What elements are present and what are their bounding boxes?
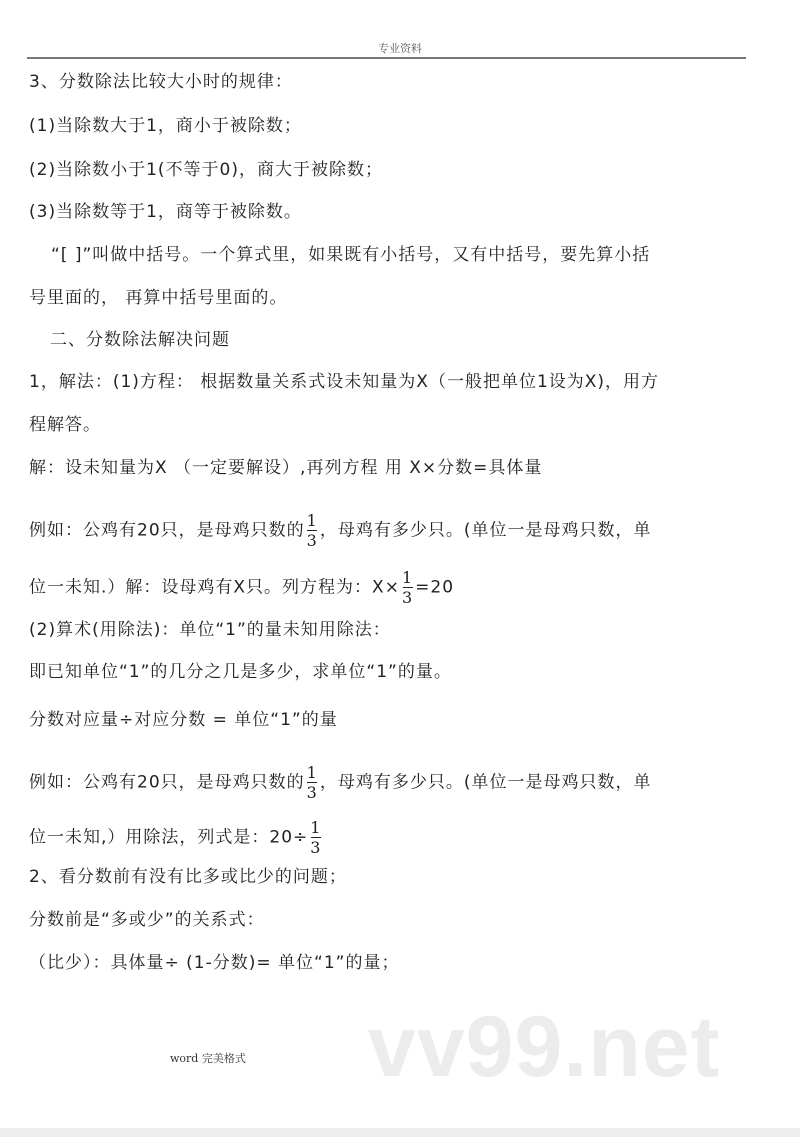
numerator: 1 bbox=[306, 511, 318, 530]
example-1-cont-text: 位一未知.）解：设母鸡有X只。列方程为：X× bbox=[29, 577, 400, 598]
heading-rule-3: 3、分数除法比较大小时的规律： bbox=[29, 72, 293, 92]
method-equation-cont: 程解答。 bbox=[29, 415, 101, 435]
method-arithmetic: (2)算术(用除法)：单位“1”的量未知用除法： bbox=[29, 620, 391, 640]
denominator: 3 bbox=[306, 783, 318, 802]
example-1-cont bbox=[29, 569, 454, 606]
example-2-cont bbox=[29, 819, 323, 856]
denominator: 3 bbox=[310, 838, 322, 857]
numerator: 1 bbox=[306, 763, 318, 782]
heading-rule-2: 2、看分数前有没有比多或比少的问题； bbox=[29, 867, 347, 887]
header-rule bbox=[27, 57, 746, 59]
fraction-one-third bbox=[307, 764, 318, 801]
page-header: 专业资料 bbox=[378, 42, 422, 55]
paragraph-brackets: “[ ]”叫做中括号。一个算式里，如果既有小括号，又有中括号，要先算小括 bbox=[51, 245, 651, 265]
numerator: 1 bbox=[401, 568, 414, 587]
watermark: vv99.net bbox=[368, 999, 721, 1095]
formula: 分数对应量÷对应分数 = 单位“1”的量 bbox=[29, 710, 338, 730]
fraction-one-third bbox=[310, 819, 321, 856]
example-2 bbox=[29, 764, 651, 801]
paragraph-brackets-cont: 号里面的， 再算中括号里面的。 bbox=[29, 288, 288, 308]
equation-result: =20 bbox=[415, 577, 455, 598]
fraction-one-third bbox=[307, 512, 318, 549]
example-1-text-b: ，母鸡有多少只。(单位一是母鸡只数，单 bbox=[319, 520, 652, 541]
method-arithmetic-desc: 即已知单位“1”的几分之几是多少，求单位“1”的量。 bbox=[29, 662, 452, 682]
rule-item-1: (1)当除数大于1，商小于被除数； bbox=[29, 116, 302, 136]
solution-steps: 解：设未知量为X （一定要解设）,再列方程 用 X×分数=具体量 bbox=[29, 458, 543, 478]
rule-item-2: (2)当除数小于1(不等于0)，商大于被除数； bbox=[29, 160, 383, 180]
example-2-text-b: ，母鸡有多少只。(单位一是母鸡只数，单 bbox=[319, 772, 652, 793]
fraction-one-third bbox=[402, 569, 413, 606]
denominator: 3 bbox=[401, 588, 414, 607]
rule-item-3: (3)当除数等于1，商等于被除数。 bbox=[29, 202, 302, 222]
relation-less: （比少）：具体量÷ (1-分数)= 单位“1”的量； bbox=[29, 953, 400, 973]
example-1-text-a: 例如：公鸡有20只，是母鸡只数的 bbox=[29, 520, 305, 541]
relation-intro: 分数前是“多或少”的关系式： bbox=[29, 910, 265, 930]
section-heading: 二、分数除法解决问题 bbox=[50, 330, 230, 350]
denominator: 3 bbox=[306, 531, 318, 550]
example-1 bbox=[29, 512, 651, 549]
numerator: 1 bbox=[310, 818, 322, 837]
example-2-cont-text: 位一未知,）用除法，列式是：20÷ bbox=[29, 827, 309, 848]
page-bottom-edge bbox=[0, 1128, 800, 1137]
page-footer: word 完美格式 bbox=[170, 1052, 246, 1065]
example-2-text-a: 例如：公鸡有20只，是母鸡只数的 bbox=[29, 772, 305, 793]
method-equation: 1，解法：(1)方程： 根据数量关系式设未知量为X（一般把单位1设为X)，用方 bbox=[29, 372, 660, 392]
